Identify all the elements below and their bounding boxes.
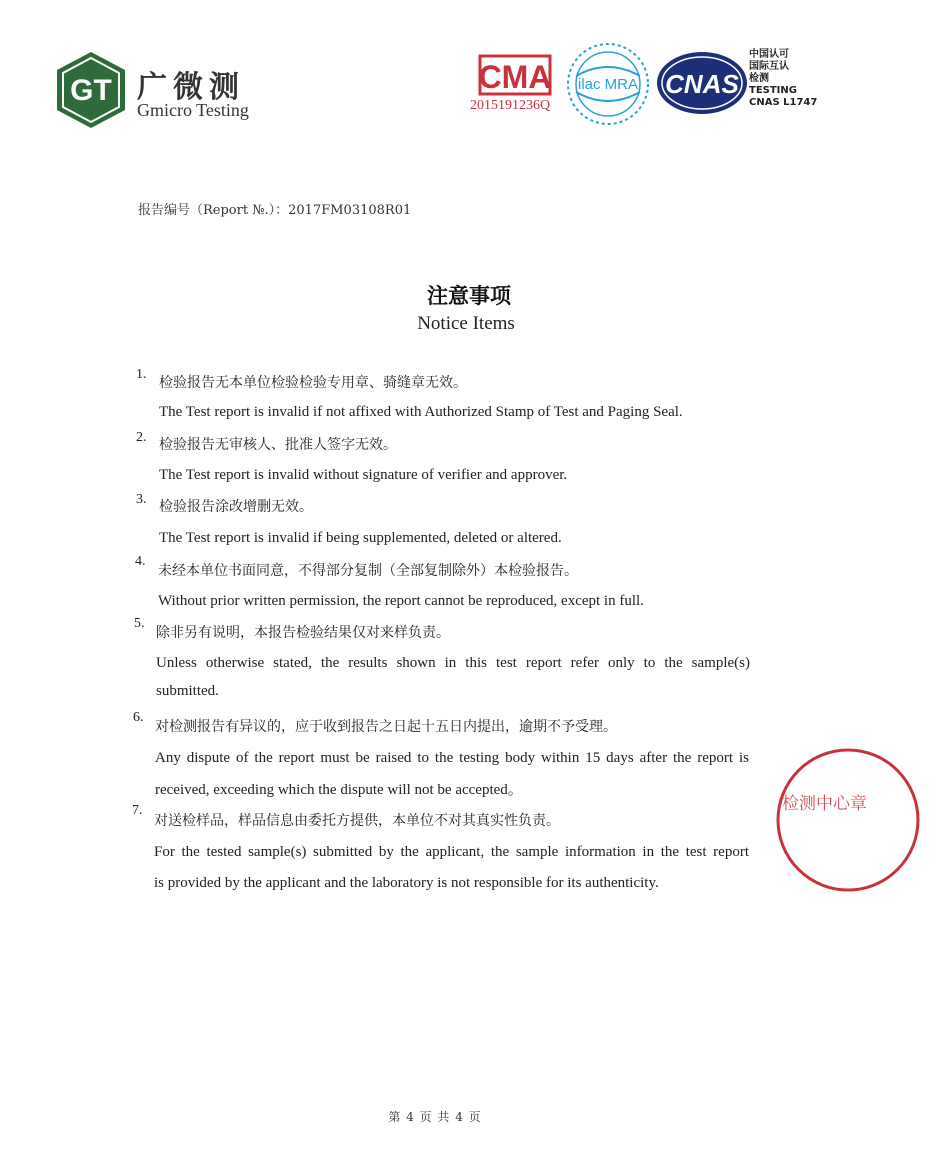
item-text-en: is provided by the applicant and the laboratory is not responsible for its authenticity. [154,875,659,891]
logo-mark-text: GT [70,74,112,107]
item-text-cn: 对送检样品，样品信息由委托方提供，本单位不对其真实性负责。 [154,813,560,829]
seal-stamp-icon [760,745,940,895]
cnas-line: 中国认可 [749,49,789,60]
item-number: 7. [132,803,143,818]
company-name-en: Gmicro Testing [137,100,249,120]
item-text-cn: 对检测报告有异议的，应于收到报告之日起十五日内提出，逾期不予受理。 [155,719,617,735]
item-text-en: received, exceeding which the dispute will not be accepted。 [155,782,523,798]
item-text-cn: 检验报告无本单位检验检验专用章、骑缝章无效。 [159,375,467,391]
page-footer: 第 4 页 共 4 页 [388,1110,482,1124]
official-seal [760,745,867,895]
item-text-cn: 检验报告涂改增删无效。 [159,499,313,515]
cnas-line: TESTING [749,85,797,96]
item-text-en: Without prior written permission, the report cannot be reproduced, except in full. [158,593,644,609]
item-number: 3. [136,492,147,507]
item-number: 6. [133,710,144,725]
cma-mark-text: CMA [478,59,552,95]
item-text-en: The Test report is invalid if being supplemented, deleted or altered. [159,530,562,546]
cnas-mark-icon [655,50,749,116]
item-text-en: For the tested sample(s) submitted by the applicant, the sample information in the test report [154,844,749,860]
item-number: 4. [135,554,146,569]
item-text-cn: 检验报告无审核人、批准人签字无效。 [159,437,397,453]
certification-marks [470,40,830,130]
cma-number: 2015191236Q [470,98,551,113]
item-text-cn: 除非另有说明，本报告检验结果仅对来样负责。 [156,625,450,641]
item-text-en: The Test report is invalid if not affixed with Authorized Stamp of Test and Paging Seal. [159,404,683,420]
ilac-mark-text: ilac MRA [577,76,639,93]
cnas-line: 国际互认 [749,61,789,72]
item-text-cn: 未经本单位书面同意，不得部分复制（全部复制除外）本检验报告。 [158,563,578,579]
item-text-en: The Test report is invalid without signature of verifier and approver. [159,467,568,483]
cnas-accreditation-text [749,49,817,109]
title-cn: 注意事项 [427,284,511,308]
item-number: 2. [136,430,147,445]
item-text-en: submitted. [156,683,219,699]
gt-hexagon-icon [55,50,127,130]
title-en: Notice Items [417,313,515,334]
company-logo [55,50,255,130]
seal-text: 检测中心章 [782,794,867,814]
company-name-cn: 广微测 [137,70,245,105]
cnas-mark-text: CNAS [665,69,739,99]
cnas-line: 检测 [749,73,769,84]
report-number: 报告编号（Report №.）：2017FM03108R01 [138,203,412,218]
item-text-en: Unless otherwise stated, the results shown in this test report refer only to the sample(s) [156,655,750,671]
item-text-en: Any dispute of the report must be raised to the testing body within 15 days after the report is [155,750,749,766]
item-number: 5. [134,616,145,631]
ilac-mra-icon [564,40,652,128]
item-number: 1. [136,367,147,382]
cnas-line: CNAS L1747 [749,97,818,108]
